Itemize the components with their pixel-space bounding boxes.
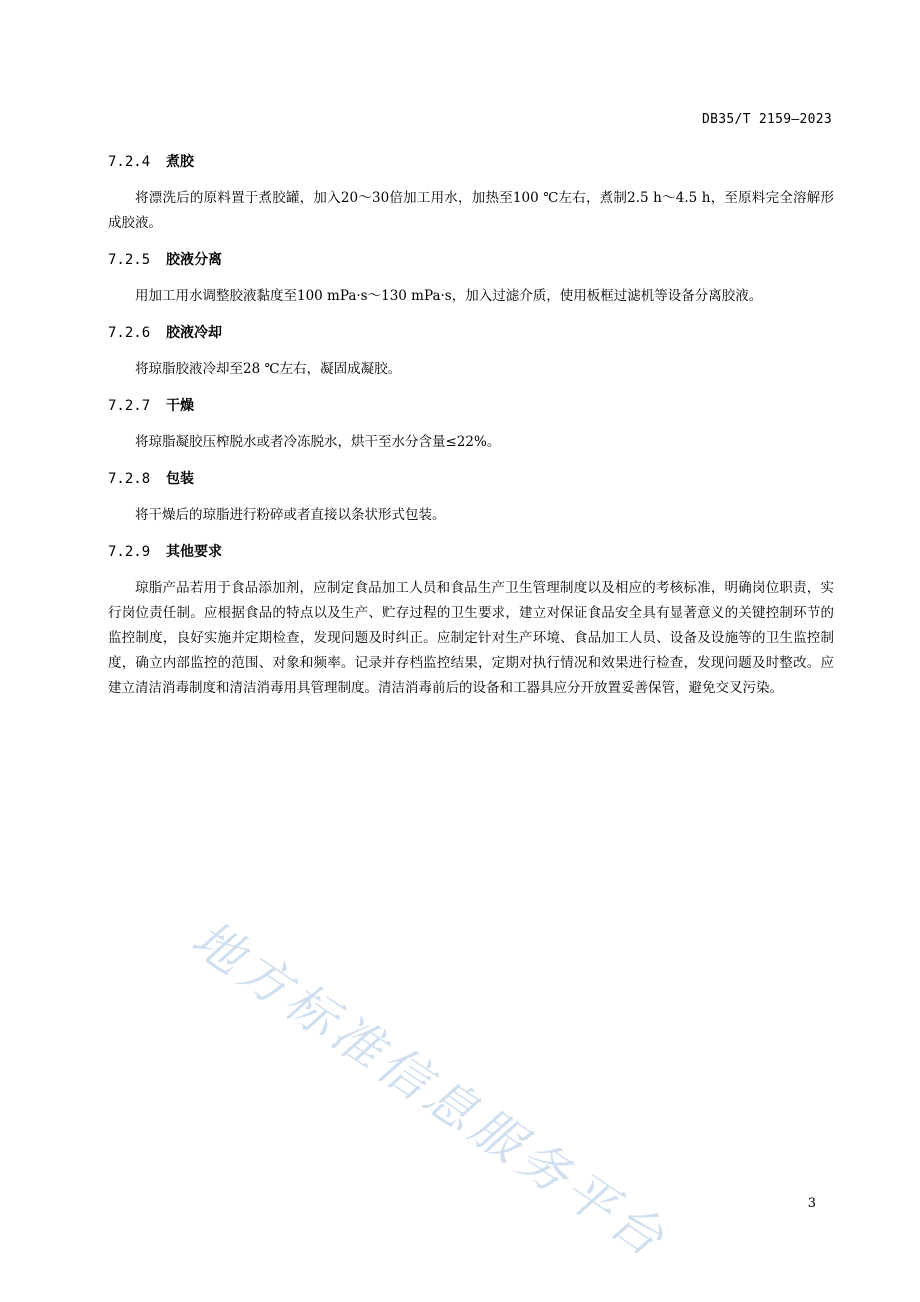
section-heading [108,250,834,270]
section-7-2-9 [108,542,834,701]
section-number: 7.2.9 [108,544,151,560]
section-heading [108,152,834,172]
section-7-2-7 [108,396,834,455]
section-title: 包装 [166,471,194,487]
section-number: 7.2.4 [108,154,151,170]
section-heading [108,469,834,489]
section-title: 胶液分离 [166,252,222,268]
section-7-2-8 [108,469,834,528]
section-paragraph: 用加工用水调整胶液黏度至100 mPa·s～130 mPa·s，加入过滤介质，使用板框过滤机等设备分离胶液。 [135,288,763,304]
section-paragraph: 琼脂产品若用于食品添加剂，应制定食品加工人员和食品生产卫生管理制度以及相应的考核标准，明确岗位职责，实行岗位责任制。应根据食品的特点以及生产、贮存过程的卫生要求，建立对保证食品安全具有显著意义的关键控制环节的监控制度，良好实施并定期检查，发现问题及时纠正。应制定针对生产环境、食品加工人员、设备及设施等的卫生监控制度，确立内部监控的范围、对象和频率。记录并存档监控结果，定期对执行情况和效果进行检查，发现问题及时整改。应建立清洁消毒制度和清洁消毒用具管理制度。清洁消毒前后的设备和工器具应分开放置妥善保管，避免交叉污染。 [108,580,834,696]
section-paragraph: 将琼脂胶液冷却至28 ℃左右，凝固成凝胶。 [135,361,402,377]
section-title: 煮胶 [166,154,194,170]
section-paragraph: 将琼脂凝胶压榨脱水或者冷冻脱水，烘干至水分含量≤22%。 [135,434,501,450]
standard-code: DB35/T 2159—2023 [701,112,832,127]
section-number: 7.2.5 [108,252,151,268]
document-body [108,152,834,715]
section-7-2-5 [108,250,834,309]
section-heading [108,323,834,343]
section-title: 干燥 [166,398,194,414]
section-paragraph: 将漂洗后的原料置于煮胶罐，加入20～30倍加工用水，加热至100 ℃左右，煮制2.5 h～4.5 h，至原料完全溶解形成胶液。 [108,190,834,231]
section-heading [108,542,834,562]
section-title: 胶液冷却 [166,325,222,341]
section-title: 其他要求 [166,544,222,560]
watermark-text: 地方标准信息服务平台 [181,909,679,1271]
section-number: 7.2.7 [108,398,151,414]
section-7-2-4 [108,152,834,236]
section-paragraph: 将干燥后的琼脂进行粉碎或者直接以条状形式包装。 [135,507,446,523]
section-number: 7.2.8 [108,471,151,487]
section-heading [108,396,834,416]
section-7-2-6 [108,323,834,382]
section-number: 7.2.6 [108,325,151,341]
page-number: 3 [807,1196,816,1211]
